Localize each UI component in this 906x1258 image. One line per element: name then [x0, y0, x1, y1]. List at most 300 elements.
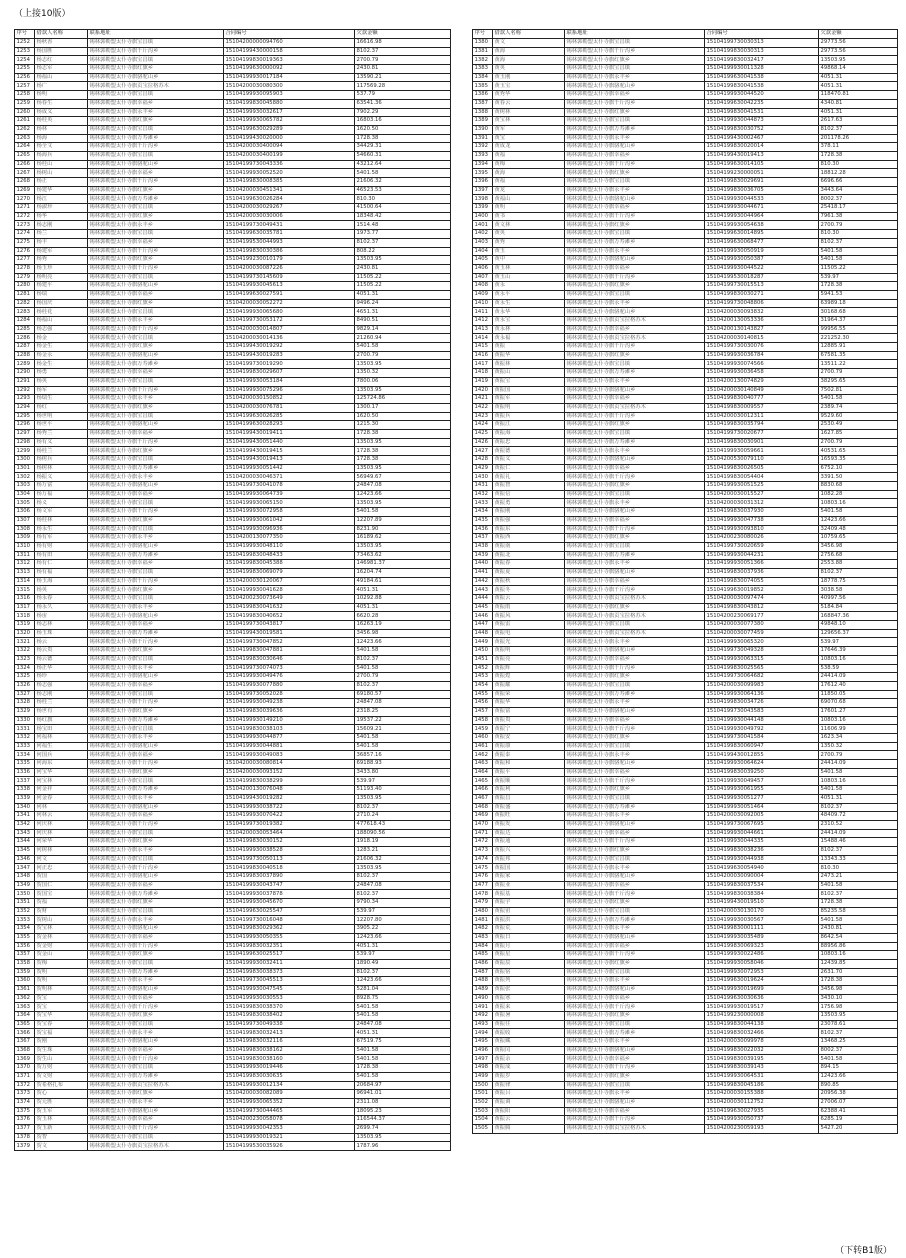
cell-amount: 810.30: [355, 195, 451, 204]
cell-contract: 15104199930022486: [705, 951, 819, 960]
cell-amount: 1283.21: [355, 846, 451, 855]
col-header-index: 序号: [15, 30, 35, 39]
cell-addr: 锡林郭勒盟太仆寺旗骆驼山乡: [565, 985, 705, 994]
cell-addr: 锡林郭勒盟太仆寺旗宝昌镇: [565, 1081, 705, 1090]
cell-contract: 15104199730053172: [224, 317, 355, 326]
cell-index: 1286: [15, 334, 35, 343]
cell-name: 黄振和: [493, 760, 565, 769]
cell-index: 1455: [473, 690, 493, 699]
cell-name: 黄振暑: [493, 1012, 565, 1021]
cell-contract: 15104199430019413: [224, 456, 355, 465]
table-row: [473, 490, 898, 499]
cell-addr: 锡林郭勒盟太仆寺旗幸福乡: [88, 881, 224, 890]
cell-addr: 锡林郭勒盟太仆寺旗骆驼山乡: [88, 1038, 224, 1047]
cell-name: 黄明: [493, 204, 565, 213]
cell-contract: 15104199630026285: [224, 412, 355, 421]
table-row: [473, 464, 898, 473]
cell-contract: 15104199830038384: [705, 890, 819, 899]
cell-addr: 锡林郭勒盟太仆寺旗幸福乡: [88, 621, 224, 630]
cell-name: 杨树林: [35, 464, 88, 473]
cell-name: 黄振达: [493, 829, 565, 838]
cell-name: 贺明: [35, 977, 88, 986]
table-row: [15, 473, 451, 482]
cell-name: 黄振收: [493, 1029, 565, 1038]
cell-contract: 15104199930052520: [224, 169, 355, 178]
cell-name: 黄振兵: [493, 412, 565, 421]
cell-amount: 1082.28: [819, 490, 898, 499]
cell-addr: 锡林郭勒盟太仆寺旗千斤沟乡: [88, 143, 224, 152]
cell-contract: 15104199930064136: [705, 690, 819, 699]
cell-addr: 锡林郭勒盟太仆寺旗骆驼山乡: [88, 482, 224, 491]
cell-contract: 15104199930049457: [705, 777, 819, 786]
cell-contract: 15104199730049338: [224, 1020, 355, 1029]
cell-amount: 129656.37: [819, 629, 898, 638]
cell-name: 黄玉宝: [493, 82, 565, 91]
cell-addr: 锡林郭勒盟太仆寺旗红旗乡: [565, 108, 705, 117]
table-row: [15, 429, 451, 438]
cell-name: 黄文林: [493, 221, 565, 230]
cell-index: 1451: [473, 655, 493, 664]
table-header-row: [15, 30, 451, 39]
cell-index: 1341: [15, 812, 35, 821]
cell-amount: 56949.67: [355, 473, 451, 482]
table-row: [473, 977, 898, 986]
cell-index: 1423: [473, 412, 493, 421]
cell-index: 1340: [15, 803, 35, 812]
cell-amount: 117569.28: [355, 82, 451, 91]
cell-addr: 锡林郭勒盟太仆寺旗幸福乡: [88, 751, 224, 760]
cell-addr: 锡林郭勒盟太仆寺旗千斤沟乡: [565, 160, 705, 169]
cell-amount: 537.79: [355, 91, 451, 100]
cell-name: 黄振日: [493, 933, 565, 942]
cell-contract: 15104199830032413: [224, 1029, 355, 1038]
cell-addr: 锡林郭勒盟太仆寺旗宝昌镇: [565, 542, 705, 551]
cell-name: 黄永福: [493, 334, 565, 343]
cell-name: 黄振发: [493, 820, 565, 829]
cell-contract: 15104199930064739: [224, 490, 355, 499]
table-row: [15, 456, 451, 465]
cell-name: 何荣华: [35, 838, 88, 847]
cell-index: 1379: [15, 1142, 35, 1151]
table-row: [473, 91, 898, 100]
cell-name: 黄永生: [493, 299, 565, 308]
table-row: [473, 516, 898, 525]
table-row: [15, 881, 451, 890]
cell-addr: 锡林郭勒盟太仆寺旗骆驼山乡: [565, 933, 705, 942]
cell-amount: 12207.80: [355, 916, 451, 925]
cell-name: 黄军: [493, 125, 565, 134]
cell-contract: 15104200230073649: [224, 595, 355, 604]
table-row: [473, 386, 898, 395]
cell-name: 黄振律: [493, 1081, 565, 1090]
cell-contract: 15104200030099983: [705, 681, 819, 690]
table-row: [473, 421, 898, 430]
cell-amount: 1728.38: [819, 977, 898, 986]
cell-addr: 锡林郭勒盟太仆寺旗千斤沟乡: [565, 99, 705, 108]
cell-addr: 锡林郭勒盟太仆寺旗宝昌镇: [88, 39, 224, 48]
cell-contract: 15104199430000158: [224, 47, 355, 56]
cell-index: 1406: [473, 264, 493, 273]
cell-addr: 锡林郭勒盟太仆寺旗千斤沟乡: [88, 699, 224, 708]
cell-index: 1497: [473, 1055, 493, 1064]
cell-amount: 13503.95: [355, 386, 451, 395]
cell-contract: 15104199930058046: [705, 959, 819, 968]
cell-name: 黄振林: [493, 360, 565, 369]
cell-contract: 15104199830038402: [224, 1012, 355, 1021]
cell-addr: 锡林郭勒盟太仆寺旗红旗乡: [565, 786, 705, 795]
table-row: [473, 334, 898, 343]
cell-addr: 锡林郭勒盟太仆寺旗骆驼山乡: [88, 542, 224, 551]
cell-contract: 15104199830030901: [705, 438, 819, 447]
cell-amount: 69070.68: [819, 699, 898, 708]
cell-amount: 1623.34: [819, 734, 898, 743]
table-row: [473, 39, 898, 48]
cell-index: 1498: [473, 1064, 493, 1073]
table-row: [15, 143, 451, 152]
cell-amount: 1728.38: [355, 134, 451, 143]
cell-addr: 锡林郭勒盟太仆寺旗贡宝拉格苏木: [88, 82, 224, 91]
table-row: [15, 325, 451, 334]
cell-addr: 锡林郭勒盟太仆寺旗永丰乡: [565, 247, 705, 256]
table-row: [473, 994, 898, 1003]
cell-contract: 15104199830047881: [224, 647, 355, 656]
cell-amount: 69188.93: [355, 760, 451, 769]
cell-name: 杨明: [35, 91, 88, 100]
cell-index: 1274: [15, 230, 35, 239]
cell-amount: 5401.58: [819, 256, 898, 265]
cell-addr: 锡林郭勒盟太仆寺旗红旗乡: [565, 603, 705, 612]
cell-index: 1348: [15, 873, 35, 882]
cell-contract: 15104200030093832: [705, 308, 819, 317]
cell-amount: 12439.85: [819, 959, 898, 968]
cell-name: 黄振夏: [493, 568, 565, 577]
table-row: [15, 47, 451, 56]
cell-name: 杨建军: [35, 247, 88, 256]
cell-name: 黄振调: [493, 1098, 565, 1107]
cell-name: 杨江: [35, 195, 88, 204]
cell-index: 1396: [473, 178, 493, 187]
cell-addr: 锡林郭勒盟太仆寺旗幸福乡: [565, 325, 705, 334]
cell-contract: 15104199830025565: [705, 664, 819, 673]
cell-addr: 锡林郭勒盟太仆寺旗幸福乡: [88, 238, 224, 247]
cell-index: 1349: [15, 881, 35, 890]
cell-name: 黄英: [493, 65, 565, 74]
cell-amount: 118470.81: [819, 91, 898, 100]
cell-amount: 8102.37: [355, 238, 451, 247]
cell-amount: 1890.49: [355, 959, 451, 968]
table-row: [15, 134, 451, 143]
cell-amount: 5401.58: [355, 1055, 451, 1064]
cell-amount: 25418.17: [819, 204, 898, 213]
table-row: [15, 412, 451, 421]
cell-amount: 13503.95: [355, 360, 451, 369]
cell-name: 杨兰: [35, 230, 88, 239]
cell-addr: 锡林郭勒盟太仆寺旗永丰乡: [88, 395, 224, 404]
cell-name: 贺宝: [35, 994, 88, 1003]
table-row: [473, 786, 898, 795]
cell-addr: 锡林郭勒盟太仆寺旗幸福乡: [88, 429, 224, 438]
cell-contract: 15104199930044661: [705, 829, 819, 838]
table-row: [473, 595, 898, 604]
cell-contract: 15104199830038370: [224, 1003, 355, 1012]
cell-name: 黄玉: [493, 247, 565, 256]
cell-addr: 锡林郭勒盟太仆寺旗幸福乡: [565, 716, 705, 725]
cell-amount: 1973.77: [355, 230, 451, 239]
cell-name: 黄振腾: [493, 1124, 565, 1133]
table-row: [473, 768, 898, 777]
cell-name: 黄振泰: [493, 751, 565, 760]
cell-amount: 146981.37: [355, 560, 451, 569]
cell-contract: 15104199830008385: [224, 178, 355, 187]
table-row: [473, 803, 898, 812]
cell-amount: 6752.10: [819, 464, 898, 473]
cell-amount: 51193.40: [355, 786, 451, 795]
cell-amount: 1728.38: [819, 282, 898, 291]
cell-amount: 24414.09: [819, 829, 898, 838]
cell-index: 1275: [15, 238, 35, 247]
cell-name: 何国兵: [35, 751, 88, 760]
cell-contract: 15104199930030567: [705, 916, 819, 925]
cell-addr: 锡林郭勒盟太仆寺旗红旗乡: [88, 256, 224, 265]
table-row: [473, 1081, 898, 1090]
cell-index: 1294: [15, 403, 35, 412]
cell-index: 1444: [473, 595, 493, 604]
cell-amount: 34429.31: [355, 143, 451, 152]
table-row: [473, 238, 898, 247]
cell-amount: 13468.25: [819, 1038, 898, 1047]
table-row: [473, 1064, 898, 1073]
cell-index: 1441: [473, 568, 493, 577]
table-row: [473, 143, 898, 152]
cell-name: 黄永平: [493, 290, 565, 299]
table-row: [473, 899, 898, 908]
cell-amount: 67581.35: [819, 351, 898, 360]
table-row: [473, 499, 898, 508]
table-header-row: [473, 30, 898, 39]
cell-index: 1421: [473, 395, 493, 404]
cell-addr: 锡林郭勒盟太仆寺旗千斤沟乡: [565, 725, 705, 734]
cell-index: 1398: [473, 195, 493, 204]
cell-amount: 2700.79: [355, 351, 451, 360]
cell-contract: 15104200030076781: [224, 403, 355, 412]
cell-index: 1293: [15, 395, 35, 404]
cell-contract: 15104199930075296: [224, 386, 355, 395]
cell-amount: 88956.86: [819, 942, 898, 951]
table-row: [473, 1003, 898, 1012]
cell-addr: 锡林郭勒盟太仆寺旗万寿滩乡: [565, 1029, 705, 1038]
cell-addr: 锡林郭勒盟太仆寺旗万寿滩乡: [88, 968, 224, 977]
cell-index: 1411: [473, 308, 493, 317]
cell-addr: 锡林郭勒盟太仆寺旗宝昌镇: [565, 230, 705, 239]
cell-amount: 16263.19: [355, 621, 451, 630]
cell-index: 1298: [15, 438, 35, 447]
cell-addr: 锡林郭勒盟太仆寺旗幸福乡: [565, 942, 705, 951]
cell-contract: 15104199930065352: [224, 1098, 355, 1107]
cell-contract: 15104199930063315: [705, 655, 819, 664]
cell-amount: 4051.31: [355, 603, 451, 612]
table-row: [15, 1029, 451, 1038]
cell-name: 黄中: [493, 256, 565, 265]
cell-index: 1319: [15, 621, 35, 630]
cell-addr: 锡林郭勒盟太仆寺旗幸福乡: [88, 99, 224, 108]
cell-name: 杨红旗: [35, 716, 88, 725]
cell-name: 贺宝华: [35, 1012, 88, 1021]
cell-name: 贺财: [35, 907, 88, 916]
cell-name: 黄振藏: [493, 1038, 565, 1047]
cell-contract: 15104199430019413: [705, 151, 819, 160]
cell-name: 黄振东: [493, 525, 565, 534]
cell-contract: 15104199630029289: [224, 125, 355, 134]
cell-name: 杨有田: [35, 551, 88, 560]
cell-amount: 67519.75: [355, 1038, 451, 1047]
table-row: [15, 386, 451, 395]
cell-addr: 锡林郭勒盟太仆寺旗万寿滩乡: [88, 716, 224, 725]
cell-amount: 13503.95: [355, 464, 451, 473]
table-row: [15, 403, 451, 412]
cell-amount: 8102.37: [355, 655, 451, 664]
cell-index: 1357: [15, 951, 35, 960]
cell-contract: 15104199830040518: [224, 864, 355, 873]
table-row: [15, 1003, 451, 1012]
cell-index: 1452: [473, 664, 493, 673]
cell-name: 贺梅: [35, 959, 88, 968]
cell-index: 1463: [473, 760, 493, 769]
cell-amount: 18348.42: [355, 212, 451, 221]
cell-contract: 15104199830054404: [705, 473, 819, 482]
table-row: [15, 464, 451, 473]
cell-addr: 锡林郭勒盟太仆寺旗万寿滩乡: [565, 125, 705, 134]
cell-index: 1385: [473, 82, 493, 91]
cell-index: 1447: [473, 621, 493, 630]
cell-name: 贺玉新: [35, 1124, 88, 1133]
cell-addr: 锡林郭勒盟太仆寺旗宝昌镇: [88, 907, 224, 916]
cell-contract: 15104200030046371: [224, 473, 355, 482]
cell-contract: 15104199830045880: [224, 99, 355, 108]
cell-addr: 锡林郭勒盟太仆寺旗宝昌镇: [565, 968, 705, 977]
cell-name: 黄宝林: [493, 117, 565, 126]
cell-amount: 188090.56: [355, 829, 451, 838]
cell-index: 1273: [15, 221, 35, 230]
cell-index: 1282: [15, 299, 35, 308]
cell-contract: 15104199930048110: [224, 542, 355, 551]
cell-amount: 8102.37: [355, 873, 451, 882]
cell-index: 1328: [15, 699, 35, 708]
table-row: [473, 56, 898, 65]
cell-amount: 8490.51: [355, 317, 451, 326]
cell-contract: 15104199930045613: [224, 282, 355, 291]
cell-index: 1287: [15, 343, 35, 352]
cell-amount: 63541.36: [355, 99, 451, 108]
table-row: [473, 655, 898, 664]
cell-amount: 13503.95: [819, 1012, 898, 1021]
cell-amount: 8102.37: [819, 1029, 898, 1038]
table-row: [15, 959, 451, 968]
cell-amount: 8002.37: [819, 195, 898, 204]
cell-addr: 锡林郭勒盟太仆寺旗宝昌镇: [565, 290, 705, 299]
table-row: [15, 1072, 451, 1081]
cell-contract: 15104199830038236: [705, 846, 819, 855]
cell-contract: 15104200030015527: [705, 490, 819, 499]
cell-amount: 96941.01: [355, 1090, 451, 1099]
cell-name: 黄振洪: [493, 916, 565, 925]
cell-amount: 40531.65: [819, 447, 898, 456]
table-row: [473, 125, 898, 134]
cell-index: 1371: [15, 1072, 35, 1081]
cell-amount: 2389.74: [819, 403, 898, 412]
cell-addr: 锡林郭勒盟太仆寺旗贡宝拉格苏木: [565, 629, 705, 638]
cell-amount: 18778.75: [819, 577, 898, 586]
cell-addr: 锡林郭勒盟太仆寺旗千斤沟乡: [565, 586, 705, 595]
table-row: [473, 377, 898, 386]
cell-contract: 15104199930037878: [224, 890, 355, 899]
cell-amount: 1627.85: [819, 429, 898, 438]
table-row: [473, 1055, 898, 1064]
cell-name: 贺万财: [35, 1064, 88, 1073]
table-row: [473, 838, 898, 847]
table-row: [15, 39, 451, 48]
cell-amount: 8928.75: [355, 994, 451, 1003]
cell-contract: 15104200230080026: [705, 534, 819, 543]
cell-addr: 锡林郭勒盟太仆寺旗幸福乡: [565, 577, 705, 586]
cell-amount: 125724.86: [355, 395, 451, 404]
cell-contract: 15104199930064531: [705, 1072, 819, 1081]
cell-amount: 539.97: [355, 777, 451, 786]
cell-addr: 锡林郭勒盟太仆寺旗红旗乡: [88, 1090, 224, 1099]
cell-name: 杨军: [35, 386, 88, 395]
cell-contract: 15104200030012311: [705, 412, 819, 421]
cell-addr: 锡林郭勒盟太仆寺旗永丰乡: [565, 812, 705, 821]
table-row: [15, 91, 451, 100]
cell-amount: 12423.66: [355, 490, 451, 499]
cell-addr: 锡林郭勒盟太仆寺旗贡宝拉格苏木: [565, 334, 705, 343]
table-row: [473, 577, 898, 586]
cell-name: 贺金财: [35, 942, 88, 951]
cell-addr: 锡林郭勒盟太仆寺旗幸福乡: [565, 204, 705, 213]
cell-addr: 锡林郭勒盟太仆寺旗幸福乡: [88, 1116, 224, 1125]
cell-name: 杨秋香: [35, 39, 88, 48]
cell-contract: 15104199630014105: [705, 160, 819, 169]
table-row: [15, 490, 451, 499]
cell-index: 1336: [15, 768, 35, 777]
cell-addr: 锡林郭勒盟太仆寺旗宝昌镇: [565, 117, 705, 126]
cell-addr: 锡林郭勒盟太仆寺旗永丰乡: [88, 1098, 224, 1107]
cell-addr: 锡林郭勒盟太仆寺旗红旗乡: [88, 212, 224, 221]
cell-contract: 15104200030077459: [705, 629, 819, 638]
cell-addr: 锡林郭勒盟太仆寺旗红旗乡: [88, 647, 224, 656]
cell-amount: 11850.05: [819, 690, 898, 699]
cell-addr: 锡林郭勒盟太仆寺旗红旗乡: [565, 169, 705, 178]
cell-name: 杨万富: [35, 482, 88, 491]
cell-name: 黄振安: [493, 734, 565, 743]
cell-name: 杨云德: [35, 655, 88, 664]
cell-name: 贺玉林: [35, 1116, 88, 1125]
cell-amount: 1728.38: [819, 899, 898, 908]
cell-index: 1450: [473, 647, 493, 656]
table-row: [15, 438, 451, 447]
cell-addr: 锡林郭勒盟太仆寺旗骆驼山乡: [565, 760, 705, 769]
cell-index: 1414: [473, 334, 493, 343]
table-row: [15, 647, 451, 656]
cell-contract: 15104199730019382: [224, 820, 355, 829]
cell-name: 黄振煌: [493, 673, 565, 682]
cell-amount: 8102.37: [355, 681, 451, 690]
table-row: [15, 725, 451, 734]
table-row: [473, 403, 898, 412]
cell-contract: 15104199730043336: [224, 160, 355, 169]
cell-addr: 锡林郭勒盟太仆寺旗永丰乡: [88, 473, 224, 482]
cell-index: 1409: [473, 290, 493, 299]
cell-index: 1475: [473, 864, 493, 873]
